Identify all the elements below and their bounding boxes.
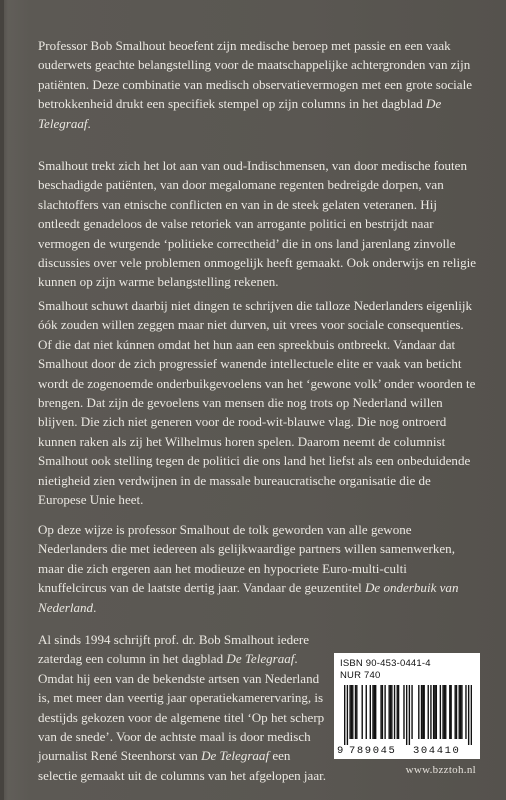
text-run: Al sinds 1994 schrijft prof. dr. Bob Smalhout iedere zaterdag een column in het dagblad bbox=[38, 632, 310, 667]
barcode-bar bbox=[374, 685, 375, 739]
barcode-bar bbox=[362, 685, 363, 739]
barcode-bar bbox=[349, 685, 350, 739]
barcode-bar bbox=[380, 685, 381, 739]
barcode-digits-left: 789045 bbox=[349, 745, 397, 757]
barcode-bar bbox=[422, 685, 423, 739]
barcode-bar bbox=[411, 685, 412, 739]
italic-title: De Telegraaf bbox=[38, 96, 442, 131]
barcode-bar bbox=[433, 685, 434, 739]
text-run: . bbox=[93, 599, 97, 615]
barcode-sticker bbox=[334, 653, 480, 759]
barcode-digits-right: 304410 bbox=[413, 745, 461, 757]
barcode-bar bbox=[468, 685, 469, 745]
blurb-paragraph-3 bbox=[38, 296, 478, 509]
text-run: Professor Bob Smalhout beoefent zijn medische beroep met passie en een vaak ouderwets geachte belangstelling voor de maatschappelijke achtergronden van zijn patiënten. Deze combinatie van medisch observatievermogen met een grote sociale betrokkenheid drukt een specifiek stempel op zijn columns in het dagblad bbox=[38, 38, 472, 112]
barcode-bar bbox=[459, 685, 460, 739]
barcode-bar bbox=[442, 685, 443, 739]
barcode-bar bbox=[394, 685, 395, 739]
italic-title: De onderbuik van Nederland bbox=[38, 580, 459, 615]
barcode-bar bbox=[449, 685, 450, 739]
barcode-bar bbox=[347, 685, 348, 745]
barcode-bar bbox=[351, 685, 352, 739]
italic-title: De Telegraaf bbox=[226, 651, 295, 667]
barcode-bar bbox=[384, 685, 385, 739]
barcode-bar bbox=[471, 685, 472, 745]
barcode-bar bbox=[366, 685, 367, 739]
text-run: . Omdat hij een van de bekendste artsen van Nederland is, met meer dan veertig jaar operatiekamerervaring, is destijds gekozen voor de algemene titel ‘Op het scherp van de snede’. Voor de achtste maal is door medisch journalist René Steenhorst van bbox=[38, 651, 325, 764]
barcode-bar bbox=[461, 685, 462, 739]
isbn-number: ISBN 90-453-0441-4 bbox=[340, 658, 431, 669]
barcode-bar bbox=[397, 685, 398, 739]
barcode-bar bbox=[465, 685, 466, 739]
nur-code: NUR 740 bbox=[340, 670, 381, 681]
barcode-bar bbox=[390, 685, 391, 739]
barcode-bar bbox=[375, 685, 376, 739]
text-run: een selectie gemaakt uit de columns van het afgelopen jaar. bbox=[38, 748, 327, 783]
barcode-bar bbox=[398, 685, 399, 739]
italic-title: De Telegraaf bbox=[201, 748, 270, 764]
barcode-bar bbox=[344, 685, 345, 745]
blurb-paragraph-5 bbox=[38, 630, 328, 785]
barcode-bar bbox=[370, 685, 371, 739]
barcode-bar bbox=[428, 685, 429, 739]
barcode-bar bbox=[356, 685, 357, 739]
barcode-bar bbox=[406, 685, 407, 745]
barcode-bar bbox=[423, 685, 424, 739]
barcode-bar bbox=[409, 685, 410, 745]
ean-barcode bbox=[344, 685, 472, 745]
barcode-bar bbox=[418, 685, 419, 739]
barcode-bar bbox=[440, 685, 441, 739]
barcode-digits bbox=[334, 745, 480, 758]
barcode-bar bbox=[444, 685, 445, 739]
barcode-bar bbox=[355, 685, 356, 739]
blurb-paragraph-1 bbox=[38, 36, 478, 133]
text-run: Op deze wijze is professor Smalhout de tolk geworden van alle gewone Nederlanders die met iedereen als gelijkwaardige partners willen samenwerken, maar die zich ergeren aan het modieuze en hypocriete Euro-multi-culti knuffelcircus van de laatste dertig jaar. Vandaar de geuzentitel bbox=[38, 522, 455, 596]
barcode-bar bbox=[456, 685, 457, 739]
barcode-bar bbox=[352, 685, 353, 739]
barcode-bar bbox=[434, 685, 435, 739]
barcode-bar bbox=[430, 685, 431, 739]
blurb-paragraph-2 bbox=[38, 156, 478, 292]
barcode-digit-first: 9 bbox=[337, 745, 344, 757]
barcode-bar bbox=[454, 685, 455, 739]
barcode-bar bbox=[403, 685, 404, 739]
barcode-bar bbox=[382, 685, 383, 739]
blurb-paragraph-4 bbox=[38, 520, 478, 617]
barcode-bar bbox=[436, 685, 437, 739]
barcode-bar bbox=[388, 685, 389, 739]
barcode-bar bbox=[445, 685, 446, 739]
text-run: . bbox=[87, 115, 91, 131]
text-run: Smalhout schuwt daarbij niet dingen te schrijven die talloze Nederlanders eigenlijk óók zouden willen zeggen maar niet durven, uit vrees voor sociale consequenties. Of die dat niet kúnnen omdat het hun aan een spreekbuis ontbreekt. Vandaar dat Smalhout door de zich progressief wanende intellectuele elite er vaak van beticht wordt de zogenoemde onderbuikgevoelens van het ‘gewone volk’ onder woorden te brengen. Dat zijn de gevoelens van mensen die nog trots op Nederland willen blijven. Die zich niet generen voor de rood-wit-blauwe vlag. Die nog ontroerd kunnen raken als zij het Wilhelmus horen spelen. Daarom neemt de columnist Smalhout ook stelling tegen de politici die ons land het liefst als een onbeduidende nietigheid zien verdwijnen in de massale bureaucratische organisatie die de Europese Unie heet. bbox=[38, 298, 476, 508]
barcode-bar bbox=[460, 685, 461, 739]
publisher-url: www.bzztoh.nl bbox=[405, 764, 476, 776]
barcode-bar bbox=[421, 685, 422, 739]
text-run: Smalhout trekt zich het lot aan van oud-Indischmensen, van door medische fouten beschadigde patiënten, van door megalomane regenten bedreigde dorpen, van slachtoffers van etnische conflicten en van in de steek gelaten veteranen. Hij ontleedt genadeloos de valse retoriek van arrogante politici en bestrijdt naar vermogen de wurgende ‘politieke correctheid’ die in ons land jarenlang zinvolle discussies over vele problemen onmogelijk heeft gemaakt. Ook onderwijs en religie kunnen op zijn warme belangstelling rekenen. bbox=[38, 158, 477, 290]
barcode-bar bbox=[372, 685, 373, 739]
barcode-bar bbox=[391, 685, 392, 739]
barcode-bar bbox=[450, 685, 451, 739]
spine-edge bbox=[0, 0, 4, 800]
